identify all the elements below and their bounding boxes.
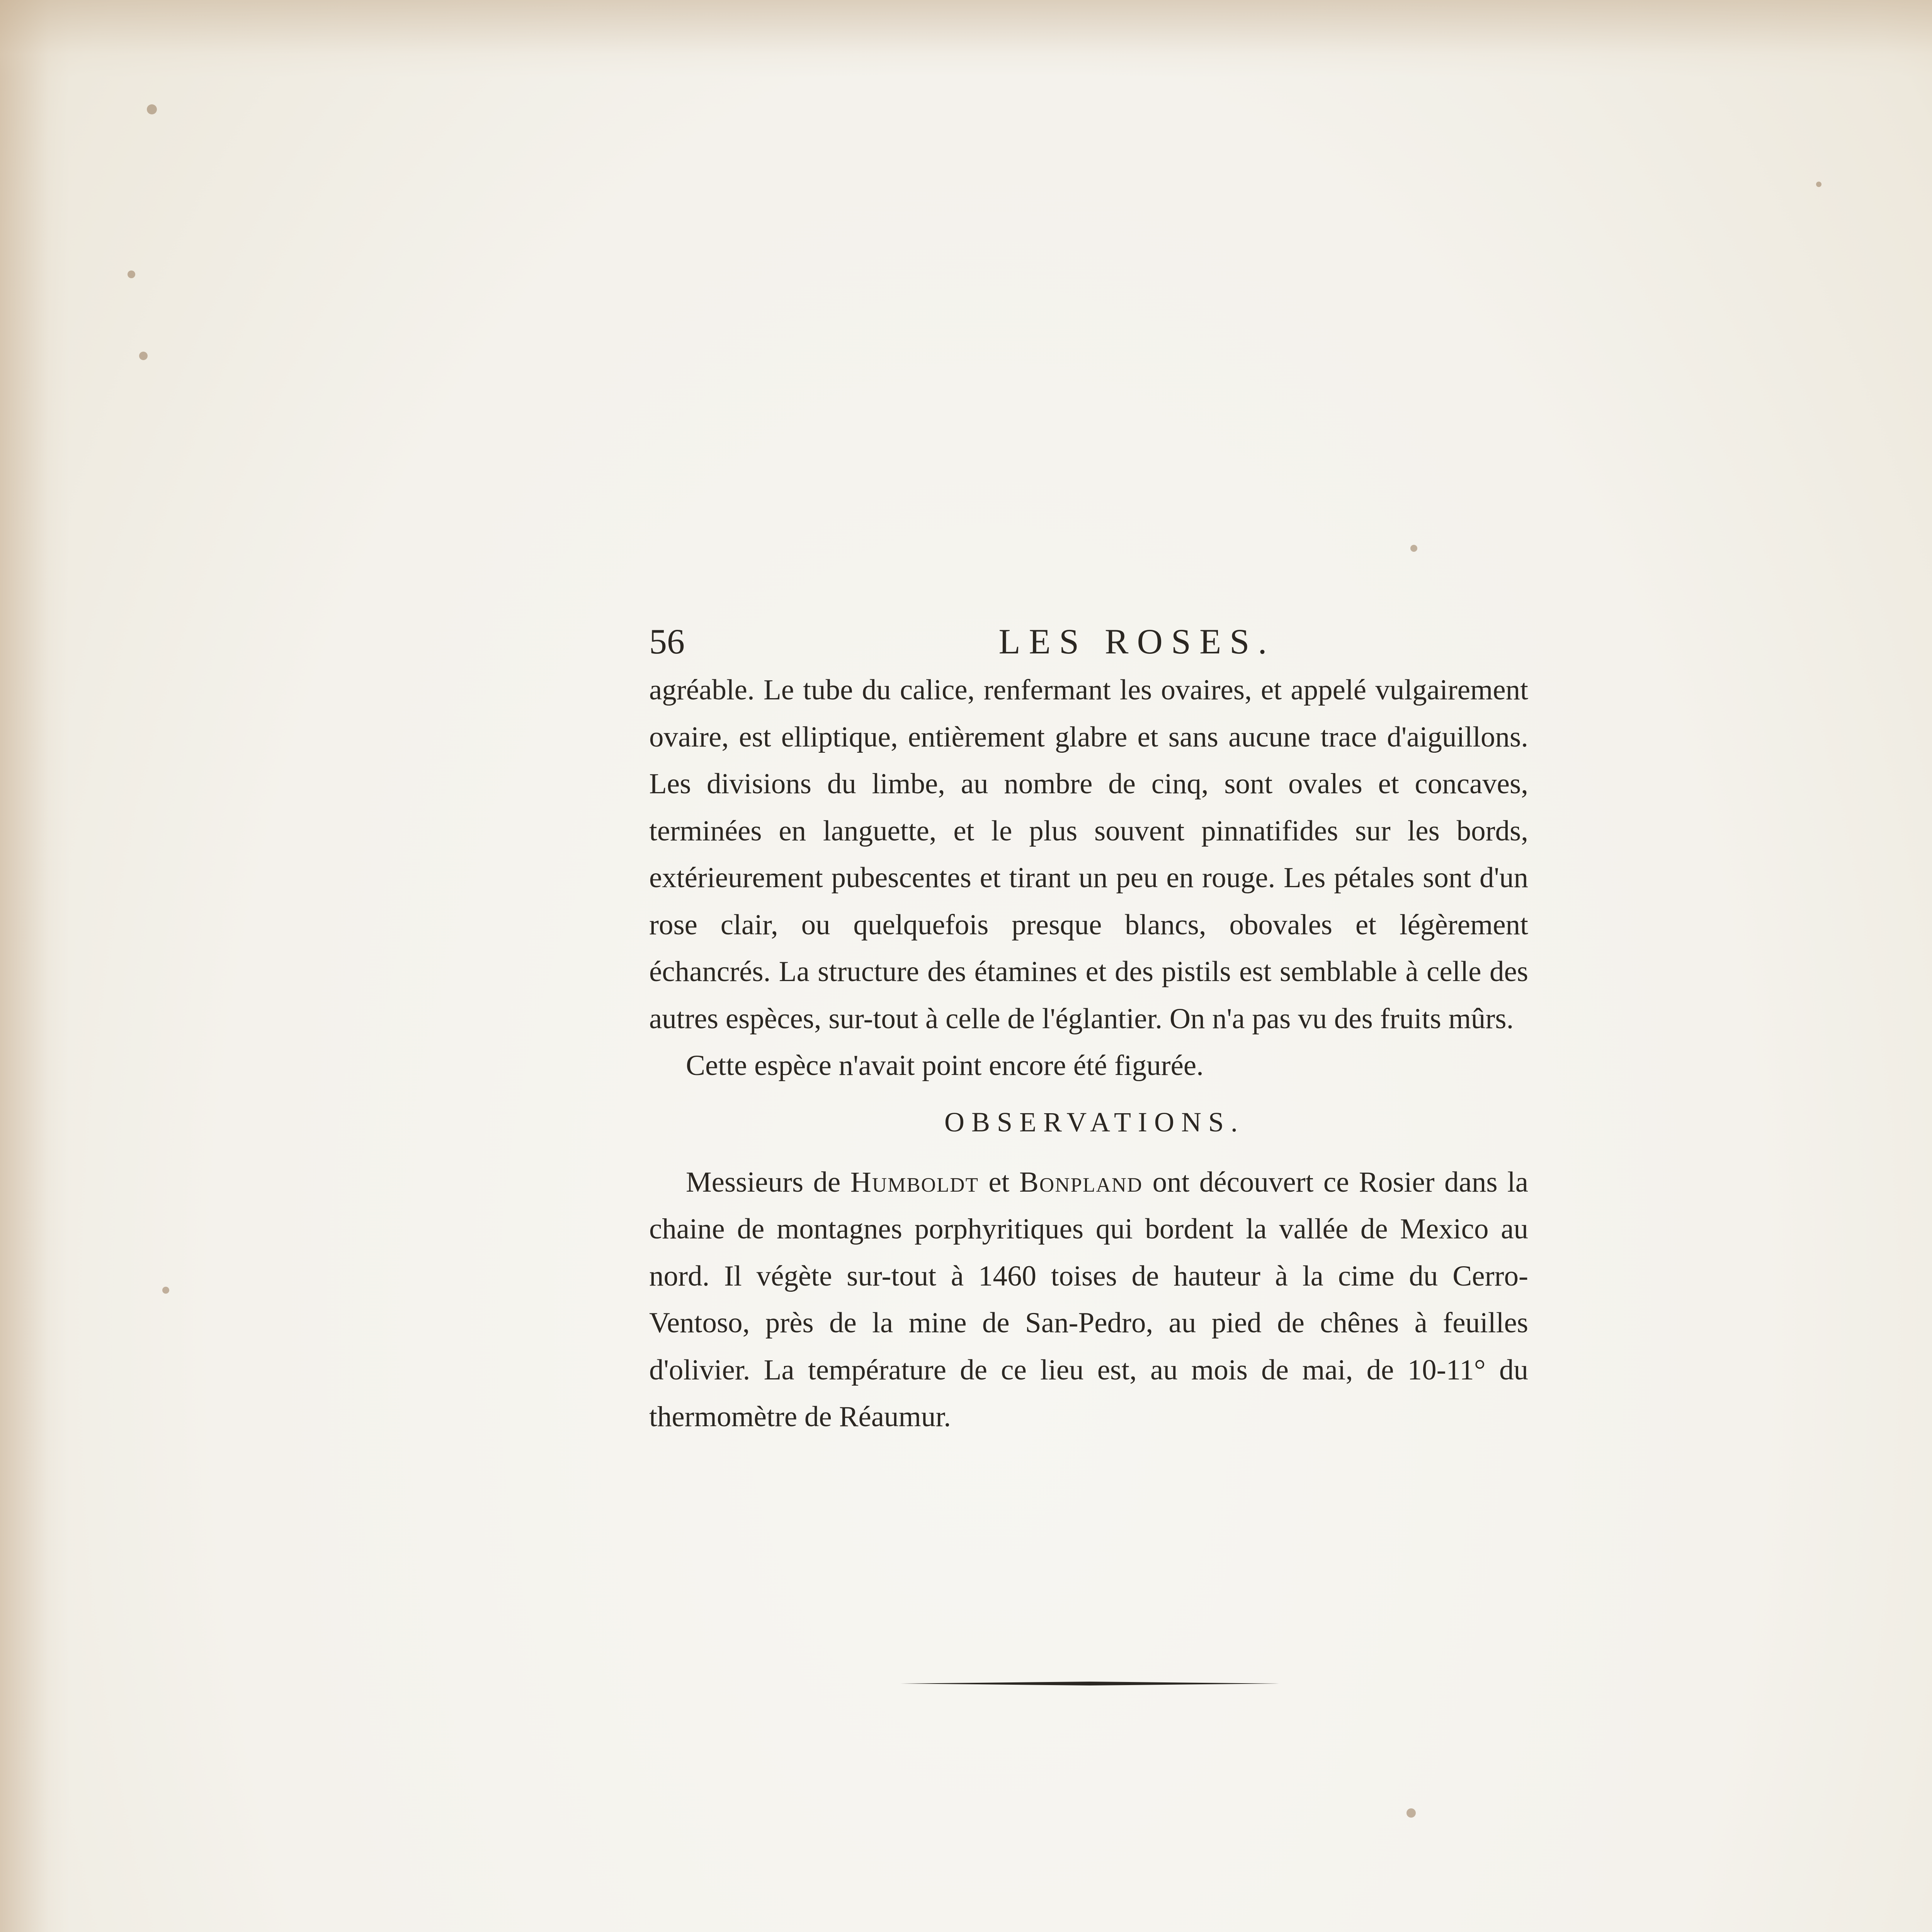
foxing-spot [1410,545,1417,552]
observations-lead-in: Messieurs de [686,1166,841,1198]
description-paragraph: agréable. Le tube du calice, renfermant les ovaires, et appelé vulgairement ovaire, est elliptique, entièrement glabre et sans aucune trace d'aiguillons. Les divisions du limbe, au nombre de cinq, sont ovales et concaves, terminées en languette, et le plus souvent pinnatifides sur les bords, extérieurement pubescentes et tirant un peu en rouge. Les pétales sont d'un rose clair, ou quelquefois presque blancs, obovales et légèrement échancrés. La structure des étamines et des pistils est semblable à celle des autres espèces, sur-tout à celle de l'églantier. On n'a pas vu des fruits mûrs. [649,674,1528,1035]
text-column [649,616,1528,1440]
foxing-spot [162,1287,169,1294]
page-number: 56 [649,622,685,661]
foxed-left-edge [0,0,70,1932]
foxed-top-edge [0,0,1932,77]
running-title: LES ROSES. [998,622,1276,661]
description-text [649,667,1528,1089]
foxing-spot [147,104,157,114]
observations-body: ont découvert ce Rosier dans la chaine de montagnes porphyritiques qui bordent la vallée de Mexico au nord. Il végète sur-tout à 1460 toises de hauteur à la cime du Cerro-Ventoso, près de la mine de San-Pedro, au pied de chênes à feuilles d'olivier. La température de ce lieu est, au mois de mai, de 10-11° du thermomètre de Réaumur. [649,1166,1529,1433]
end-ornament-rule [900,1681,1279,1686]
name-bonpland: Bonpland [1019,1166,1143,1198]
foxing-spot [128,270,135,278]
description-note: Cette espèce n'avait point encore été figurée. [686,1049,1204,1082]
running-head [649,616,1528,667]
observations-heading: OBSERVATIONS. [944,1106,1245,1138]
observations-paragraph [649,1159,1528,1440]
foxing-spot [139,352,148,360]
name-humboldt: Humboldt [850,1166,979,1198]
foxing-spot [1816,182,1821,187]
observations-conjunction: et [988,1166,1010,1198]
observations-text [649,1159,1528,1440]
foxing-spot [1406,1808,1416,1818]
